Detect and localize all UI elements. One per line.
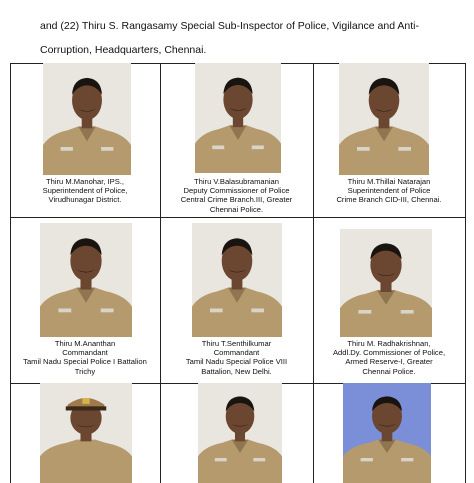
officer-caption — [313, 339, 465, 376]
intro-line-1: and (22) Thiru S. Rangasamy Special Sub-Inspector of Police, Vigilance and Anti- — [40, 20, 419, 32]
officer-posting: Chennai Police. — [209, 204, 264, 214]
officer-photo — [40, 223, 132, 337]
officer-card — [10, 383, 160, 483]
officer-caption — [160, 177, 313, 214]
officer-photo — [343, 383, 431, 483]
officer-posting: Tamil Nadu Special Police VIII — [185, 357, 288, 367]
officer-card — [160, 217, 313, 383]
officer-card — [10, 217, 160, 383]
officer-photo — [192, 223, 282, 337]
officers-photo-table — [10, 63, 466, 483]
officer-name: Thiru V.Balasubramanian — [194, 177, 279, 186]
officer-designation: Commandant — [213, 348, 260, 358]
officer-designation: Superintendent of Police — [347, 186, 431, 196]
officer-caption — [10, 339, 160, 376]
officer-posting: Battalion, New Delhi. — [201, 366, 272, 376]
officer-card — [10, 63, 160, 217]
officer-posting: Tamil Nadu Special Police I Battalion — [23, 357, 147, 367]
officer-caption — [160, 339, 313, 376]
officer-photo — [339, 63, 429, 175]
officer-posting: Crime Branch CID-III, Chennai. — [336, 195, 442, 205]
officer-photo — [340, 229, 432, 337]
officer-posting: Trichy — [74, 366, 96, 376]
officer-photo — [195, 63, 281, 173]
officer-name: Thiru M.Manohar, IPS., — [45, 177, 125, 186]
officer-card — [313, 383, 465, 483]
officer-designation: Deputy Commissioner of Police — [183, 186, 290, 196]
officer-card — [313, 63, 465, 217]
officer-posting: Central Crime Branch.III, Greater — [180, 195, 293, 205]
officer-name: Thiru M.Ananthan — [54, 339, 116, 348]
officer-caption — [313, 177, 465, 205]
officer-designation: Addl.Dy. Commissioner of Police, — [332, 348, 446, 358]
officer-designation: Superintendent of Police, — [42, 186, 128, 196]
officer-photo — [198, 383, 282, 483]
officer-posting: Virudhunagar District. — [48, 195, 122, 205]
officer-posting: Armed Reserve-I, Greater — [345, 357, 433, 367]
officer-name: Thiru T.Senthilkumar — [201, 339, 272, 348]
officer-card — [313, 217, 465, 383]
officer-photo — [43, 63, 131, 175]
officer-name: Thiru M. Radhakrishnan, — [347, 339, 431, 348]
officer-card — [160, 383, 313, 483]
officer-photo — [40, 383, 132, 483]
officer-card — [160, 63, 313, 217]
intro-line-2: Corruption, Headquarters, Chennai. — [40, 44, 207, 56]
officer-name: Thiru M.Thillai Natarajan — [347, 177, 431, 186]
officer-posting: Chennai Police. — [362, 366, 416, 376]
officer-caption — [10, 177, 160, 205]
table-border — [465, 63, 466, 483]
officer-designation: Commandant — [62, 348, 108, 358]
